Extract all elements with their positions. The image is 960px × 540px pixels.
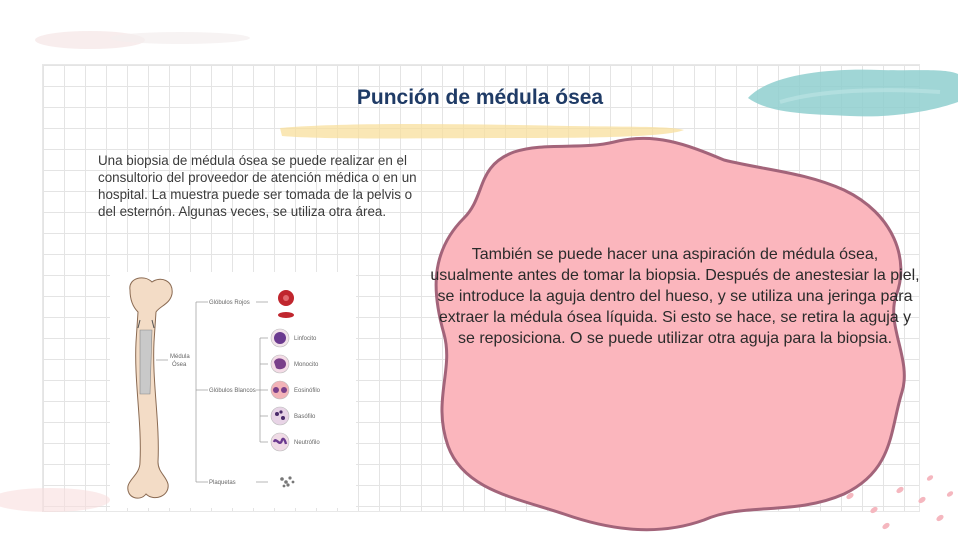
blob-paragraph: También se puede hacer una aspiración de médula ósea, usualmente antes de tomar la biopsia. Después de anestesiar la piel, se introduce la aguja dentro del hueso, y se utiliza una jeringa para extraer la médula ósea líquida. Si esto se hace, se retira la aguja y se reposiciona. O se puede utilizar otra aguja para la biopsia. <box>430 246 920 347</box>
red-blood-cell-side-icon <box>278 312 294 318</box>
label-plaquetas: Plaquetas <box>209 480 236 486</box>
label-globulos-blancos: Glóbulos Blancos <box>209 388 256 394</box>
monocyte-icon <box>271 355 289 373</box>
label-linfocito: Linfocito <box>294 336 317 342</box>
label-neutrofilo: Neutrófilo <box>294 440 320 446</box>
label-eosinofilo: Eosinófilo <box>294 388 321 394</box>
label-medula: Médula <box>170 354 190 360</box>
eosinophil-icon <box>271 381 289 399</box>
body-paragraph: Una biopsia de médula ósea se puede realizar en el consultorio del proveedor de atención médica o en un hospital. La muestra puede ser tomada de la pelvis o del esternón. Algunas veces, se utiliza otra área. <box>98 153 417 219</box>
slide-title: Punción de médula ósea <box>356 86 604 109</box>
neutrophil-icon <box>271 433 289 451</box>
lymphocyte-icon <box>271 329 289 347</box>
label-globulos-rojos: Glóbulos Rojos <box>209 300 250 306</box>
label-monocito: Monocito <box>294 362 319 368</box>
top-left-watercolor-decoration <box>30 20 270 60</box>
teal-brush-decoration <box>740 62 960 128</box>
label-basofilo: Basófilo <box>294 414 316 420</box>
basophil-icon <box>271 407 289 425</box>
bone-marrow-diagram <box>110 272 356 508</box>
label-osea: Ósea <box>172 362 187 368</box>
